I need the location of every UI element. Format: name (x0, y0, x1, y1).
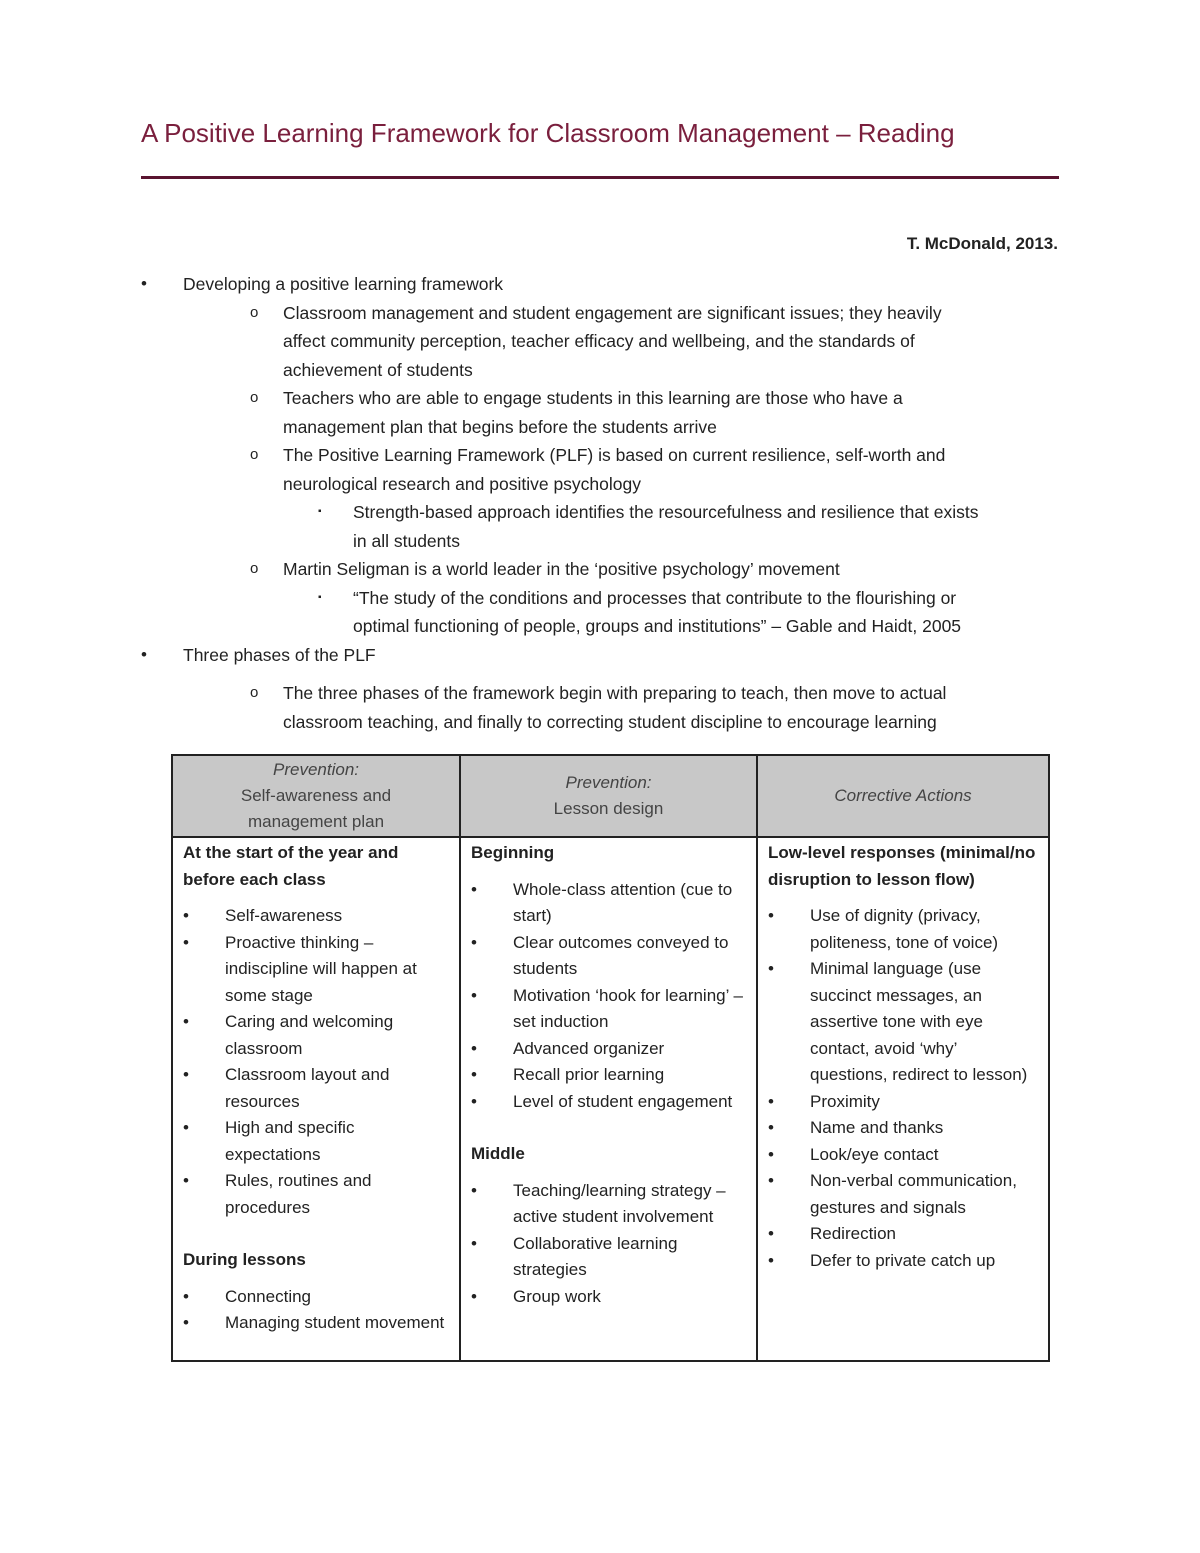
list-item: • Managing student movement (183, 1310, 449, 1337)
bullet-icon: ▪ (318, 506, 322, 517)
list-item: • Recall prior learning (471, 1062, 746, 1089)
bullet-icon: o (250, 303, 259, 321)
column-prevention-self-awareness (172, 837, 460, 1361)
bullet-icon: ▪ (318, 591, 322, 603)
bullet-icon: o (250, 560, 259, 577)
section-heading: During lessons (183, 1250, 306, 1269)
list-item: • Whole-class attention (cue to start) (471, 877, 746, 930)
section-list (471, 1178, 746, 1311)
list-item: • Defer to private catch up (768, 1248, 1038, 1275)
list-item: • Level of student engagement (471, 1089, 746, 1116)
bullet-icon: • (141, 274, 147, 293)
column-corrective-actions (757, 837, 1049, 1361)
column-lesson-design (460, 837, 757, 1361)
outline-text: The three phases of the framework begin with preparing to teach, then move to actual (283, 683, 947, 703)
outline-text: “The study of the conditions and processes that contribute to the flourishing or (353, 587, 957, 608)
list-item: • High and specific expectations (183, 1115, 449, 1168)
list-item: • Clear outcomes conveyed to students (471, 930, 746, 983)
outline-text: optimal functioning of people, groups and institutions” – Gable and Haidt, 2005 (353, 616, 962, 636)
header-line: management plan (247, 812, 385, 831)
list-item: • Group work (471, 1284, 746, 1311)
title-underline (141, 176, 1059, 179)
list-item: • Name and thanks (768, 1115, 1038, 1142)
section-heading: Middle (471, 1144, 525, 1163)
table-header-row (172, 755, 1049, 837)
list-item: • Proximity (768, 1089, 1038, 1116)
section-list (471, 877, 746, 1116)
section-list (183, 1284, 449, 1337)
section-heading: Low-level responses (minimal/no disruption to lesson flow) (768, 843, 1036, 889)
outline-text: Strength-based approach identifies the resourcefulness and resilience that exists (353, 502, 979, 522)
section-list (768, 903, 1038, 1274)
header-italic: Prevention: (565, 773, 652, 792)
outline-text: Three phases of the PLF (183, 644, 376, 665)
section-gap (471, 1115, 746, 1141)
header-line: Self-awareness and (240, 786, 392, 805)
list-item: • Look/eye contact (768, 1142, 1038, 1169)
outline-text: Teachers who are able to engage students in this learning are those who have a (283, 388, 903, 408)
plf-phases-table (171, 754, 1050, 1362)
list-item: • Classroom layout and resources (183, 1062, 449, 1115)
list-item: • Minimal language (use succinct messages, an assertive tone with eye contact, avoid ‘why’ questions, redirect to lesson) (768, 956, 1038, 1089)
outline-text: achievement of students (283, 359, 473, 380)
list-item: • Teaching/learning strategy – active student involvement (471, 1178, 746, 1231)
outline-text: neurological research and positive psychology (283, 473, 641, 494)
list-item: • Collaborative learning strategies (471, 1231, 746, 1284)
list-item: • Motivation ‘hook for learning’ – set induction (471, 983, 746, 1036)
list-item: • Use of dignity (privacy, politeness, tone of voice) (768, 903, 1038, 956)
page-title: A Positive Learning Framework for Classroom Management – Reading (141, 118, 955, 148)
outline-text: classroom teaching, and finally to correcting student discipline to encourage learning (283, 711, 937, 732)
header-italic: Corrective Actions (834, 786, 972, 805)
section-gap (183, 1221, 449, 1247)
outline-text: Developing a positive learning framework (183, 274, 504, 294)
list-item: • Self-awareness (183, 903, 449, 930)
header-corrective-actions (757, 755, 1049, 837)
bullet-icon: o (250, 389, 259, 406)
section-list (183, 903, 449, 1221)
outline-text: management plan that begins before the students arrive (283, 416, 717, 437)
list-item: • Caring and welcoming classroom (183, 1009, 449, 1062)
header-line: Lesson design (553, 799, 664, 818)
section-heading: At the start of the year and before each class (183, 843, 399, 889)
table-row (172, 837, 1049, 1361)
bullet-icon: • (141, 644, 147, 664)
outline-text: affect community perception, teacher efficacy and wellbeing, and the standards of (283, 331, 915, 351)
section-heading: Beginning (471, 843, 555, 862)
list-item: • Rules, routines and procedures (183, 1168, 449, 1221)
header-prevention-self-awareness (172, 755, 460, 837)
author-citation: T. McDonald, 2013. (906, 234, 1058, 253)
list-item: • Connecting (183, 1284, 449, 1311)
list-item: • Advanced organizer (471, 1036, 746, 1063)
list-item: • Proactive thinking – indiscipline will happen at some stage (183, 930, 449, 1010)
bullet-icon: o (250, 684, 259, 701)
outline-text: The Positive Learning Framework (PLF) is based on current resilience, self-worth and (283, 445, 946, 465)
outline-text: in all students (353, 530, 461, 551)
outline-text: Martin Seligman is a world leader in the ‘positive psychology’ movement (283, 559, 840, 579)
header-prevention-lesson-design (460, 755, 757, 837)
header-italic: Prevention: (273, 760, 359, 779)
list-item: • Non-verbal communication, gestures and signals (768, 1168, 1038, 1221)
list-item: • Redirection (768, 1221, 1038, 1248)
bullet-icon: o (250, 446, 259, 463)
outline-text: Classroom management and student engagement are significant issues; they heavily (283, 302, 942, 323)
